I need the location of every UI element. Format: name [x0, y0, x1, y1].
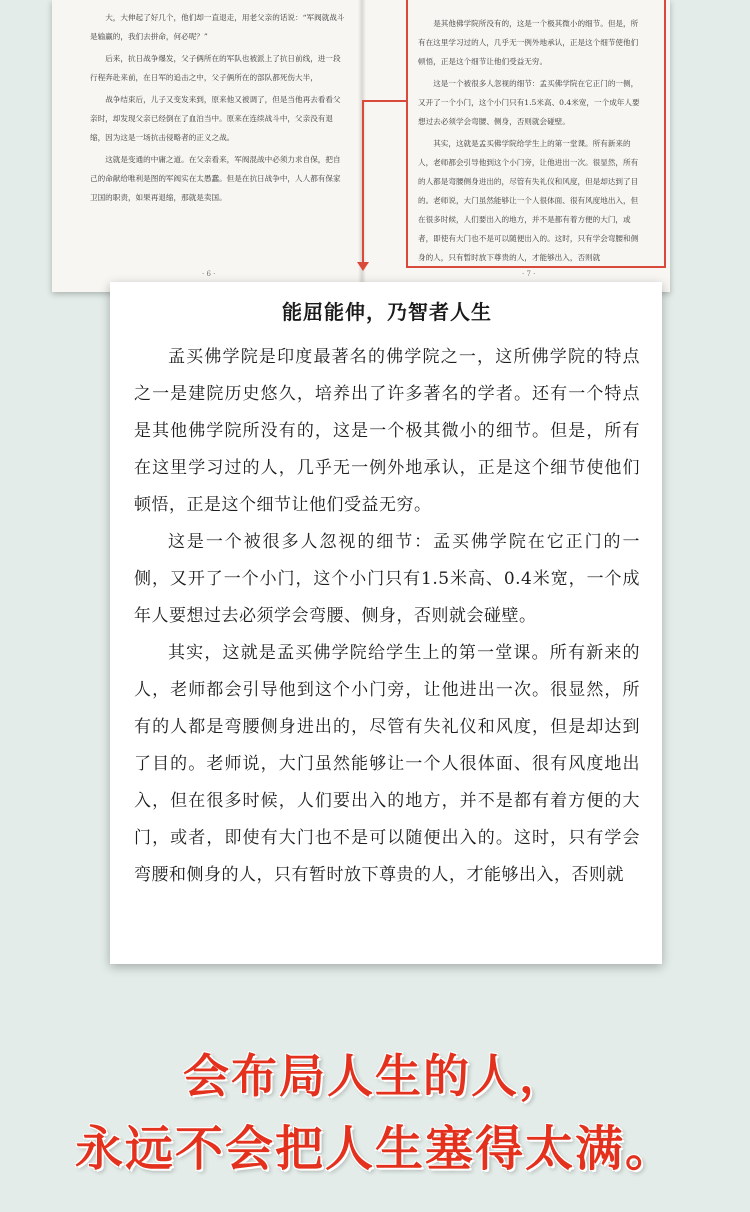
left-page-paragraph: 大，大伸起了好几个，他们却一直退走，用老父亲的话说：“军阀就战斗是输赢的，我们去拼命，何必呢？”: [90, 13, 345, 41]
book-spread: [52, 0, 670, 292]
zoomed-paragraph: 这是一个被很多人忽视的细节：孟买佛学院在它正门的一侧，又开了一个小门，这个小门只有1.5米高、0.4米宽，一个成年人要想过去必须学会弯腰、侧身，否则就会碰壁。: [134, 532, 640, 626]
slogan-line-1: 会布局人生的人，: [183, 1049, 567, 1103]
left-page-paragraph: 这就是变通的中庸之道。在父亲看来，军阀混战中必须力求自保，把自己的命献给唯利是图的军阀实在太愚蠢。但是在抗日战争中，人人都有保家卫国的职责，如果再退缩，那就是卖国。: [90, 155, 341, 202]
right-page-text: [414, 8, 646, 272]
zoomed-page: [110, 282, 662, 964]
right-page-paragraph: 这是一个被很多人忽视的细节：孟买佛学院在它正门的一侧，又开了一个小门，这个小门只有1.5米高、0.4米宽，一个成年人要想过去必须学会弯腰、侧身，否则就会碰壁。: [418, 79, 640, 126]
slogan-line-2: 永远不会把人生塞得太满。: [74, 1121, 675, 1177]
left-page-number: · 6 ·: [202, 270, 216, 278]
left-page-text: [90, 8, 348, 268]
zoomed-page-body: [134, 339, 640, 894]
connector-line-vertical: [362, 100, 364, 264]
left-page-paragraph: 战争结束后，儿子又变发来到，原来他又被调了，但是当他再去看看父亲时，却发现父亲已经倒在了血泊当中。原来在连续战斗中，父亲没有退缩，因为这是一场抗击侵略者的正义之战。: [90, 95, 341, 142]
right-page-paragraph: 其实，这就是孟买佛学院给学生上的第一堂课。所有新来的人，老师都会引导他到这个小门旁，让他进出一次。很显然，所有的人都是弯腰侧身进出的，尽管有失礼仪和风度，但是却达到了目的。老师说，大门虽然能够让一个人很体面、很有风度地出入，但在很多时候，人们要出入的地方，并不是都有着方便的大门，或者，即使有大门也不是可以随便出入的。这时，只有学会弯腰和侧身的人，只有暂时放下尊贵的人，才能够出入，否则就: [418, 139, 639, 262]
left-page-paragraph: 后来，抗日战争爆发，父子俩所在的军队也被派上了抗日前线，进一段行程奔赴来前，在日军的追击之中，父子俩所在的部队都死伤大半，: [90, 54, 341, 82]
zoomed-page-title: 能屈能伸，乃智者人生: [282, 300, 492, 324]
right-page-number: · 7 ·: [522, 270, 536, 278]
zoomed-paragraph: 其实，这就是孟买佛学院给学生上的第一堂课。所有新来的人，老师都会引导他到这个小门旁，让他进出一次。很显然，所有的人都是弯腰侧身进出的，尽管有失礼仪和风度，但是却达到了目的。老师说，大门虽然能够让一个人很体面、很有风度地出入，但在很多时候，人们要出入的地方，并不是都有着方便的大门，或者，即使有大门也不是可以随便出入的。这时，只有学会弯腰和侧身的人，只有暂时放下尊贵的人，才能够出入，否则就: [134, 643, 640, 885]
arrow-down-icon: [357, 262, 369, 271]
zoomed-paragraph: 孟买佛学院是印度最著名的佛学院之一，这所佛学院的特点之一是建院历史悠久，培养出了许多著名的学者。还有一个特点是其他佛学院所没有的，这是一个极其微小的细节。但是，所有在这里学习过的人，几乎无一例外地承认，正是这个细节使他们顿悟，正是这个细节让他们受益无穷。: [134, 347, 640, 515]
right-page-paragraph: 是其他佛学院所没有的，这是一个极其微小的细节。但是，所有在这里学习过的人，几乎无一例外地承认，正是这个细节使他们顿悟，正是这个细节让他们受益无穷。: [418, 19, 639, 66]
connector-line-horizontal: [362, 100, 408, 102]
